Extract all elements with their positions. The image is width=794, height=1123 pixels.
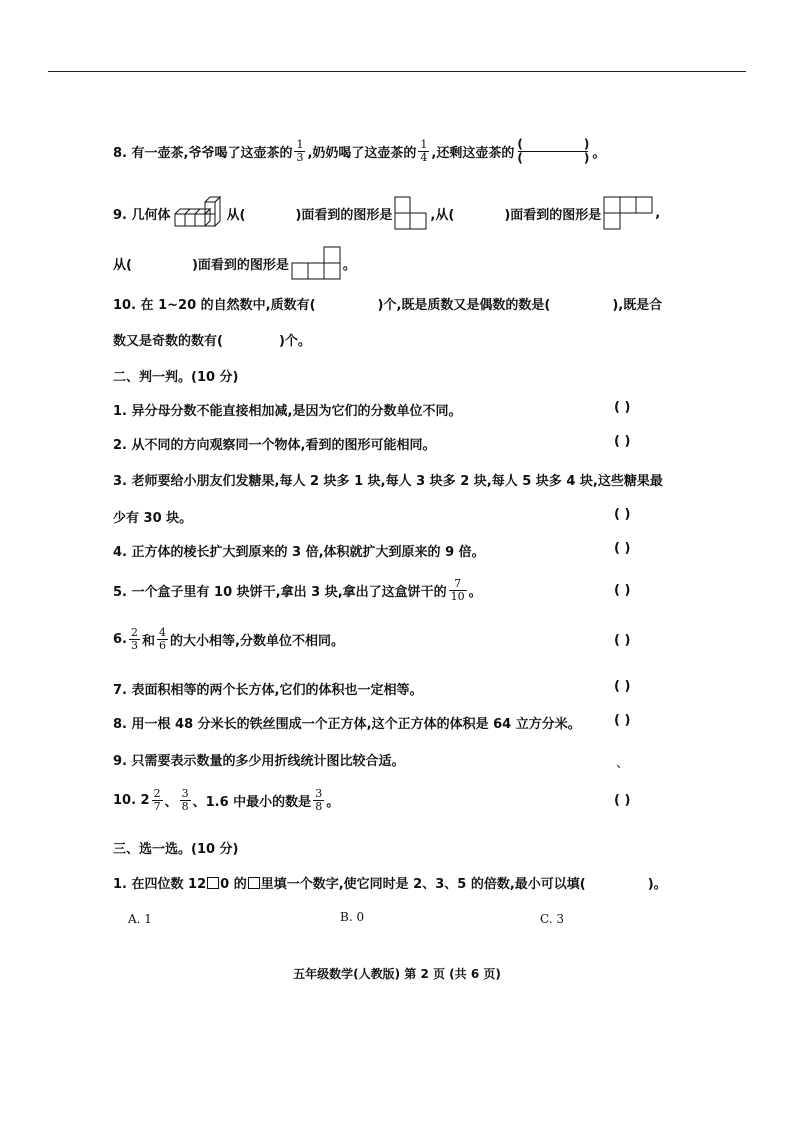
frac-num: 3 — [181, 787, 189, 800]
frac-den: 10 — [450, 590, 465, 603]
fraction-one-third — [294, 139, 305, 164]
judge-answer-1[interactable]: ( ) — [614, 400, 631, 415]
question-10 — [113, 294, 662, 313]
judge-answer-9[interactable]: 、 — [616, 756, 630, 771]
item-text: 的大小相等,分数单位不相同。 — [170, 634, 344, 649]
item-text: 7. 表面积相等的两个长方体,它们的体积也一定相等。 — [113, 683, 423, 698]
item-text: 5. 一个盒子里有 10 块饼干,拿出 3 块,拿出了这盒饼干的 — [113, 585, 447, 600]
judge-answer-5[interactable]: ( ) — [614, 583, 631, 598]
judge-item-9 — [113, 750, 405, 769]
item-text: 。 — [326, 795, 340, 810]
q8-prefix: 8. 有一壶茶,爷爷喝了这壶茶的 — [113, 146, 293, 161]
judge-item-2 — [113, 434, 435, 453]
header-rule — [48, 71, 746, 72]
judge-answer-2[interactable]: ( ) — [614, 434, 631, 449]
paren-open: ( — [517, 137, 523, 151]
frac-num: 3 — [315, 787, 323, 800]
q9-prefix: 9. 几何体 — [113, 207, 171, 223]
question-10-line-2 — [113, 330, 311, 349]
q9-from-2: ,从( — [430, 207, 455, 223]
judge-answer-10[interactable]: ( ) — [614, 793, 631, 808]
q9-from-1: 从( — [226, 207, 246, 223]
item-text: 2. 从不同的方向观察同一个物体,看到的图形可能相同。 — [113, 438, 436, 453]
judge-item-3 — [113, 470, 663, 489]
judge-item-3-line-2 — [113, 507, 192, 526]
frac-den: 6 — [159, 639, 166, 652]
judge-answer-4[interactable]: ( ) — [614, 541, 631, 556]
frac-den: 4 — [420, 151, 428, 164]
option-c[interactable]: C. 3 — [540, 912, 565, 926]
paren-close: ) — [583, 137, 590, 151]
frac-den: 7 — [153, 800, 161, 813]
frac-den: 3 — [296, 151, 304, 164]
fraction-four-sixths — [157, 627, 168, 652]
paren-open: ( — [517, 151, 523, 165]
judge-answer-3[interactable]: ( ) — [614, 507, 631, 522]
judge-answer-7[interactable]: ( ) — [614, 679, 631, 694]
item-text: )。 — [647, 877, 667, 892]
frac-den: 8 — [181, 800, 189, 813]
item-text: 1. 异分母分数不能直接相加减,是因为它们的分数单位不同。 — [113, 404, 462, 419]
item-text: 少有 30 块。 — [113, 511, 193, 526]
item-text: 10. 2 — [113, 793, 150, 808]
q8-mid: ,奶奶喝了这壶茶的 — [307, 146, 417, 161]
item-text: 0 的 — [220, 877, 247, 892]
judge-answer-6[interactable]: ( ) — [614, 633, 631, 648]
item-text: 、1.6 中最小的数是 — [192, 795, 312, 810]
cube-solid-figure — [173, 196, 225, 230]
judge-item-10 — [113, 788, 339, 813]
judge-item-8 — [113, 713, 581, 732]
fraction-three-eighths — [180, 788, 191, 813]
fraction-seven-tenths — [449, 578, 467, 603]
option-b[interactable]: B. 0 — [340, 910, 365, 924]
item-text: 3. 老师要给小朋友们发糖果,每人 2 块多 1 块,每人 3 块多 2 块,每人 5 块多 4 块,这些糖果最 — [113, 474, 663, 489]
digit-box-icon — [248, 877, 260, 889]
frac-num: 1 — [296, 138, 304, 151]
q10-line2-a: 数又是奇数的数有( — [113, 334, 223, 349]
q10-line1-c: ),既是合 — [612, 298, 663, 313]
question-8 — [113, 138, 605, 165]
q8-end: 。 — [592, 146, 606, 161]
item-text: 9. 只需要表示数量的多少用折线统计图比较合适。 — [113, 754, 405, 769]
frac-num: 4 — [159, 626, 166, 639]
frac-num: 1 — [420, 138, 428, 151]
fraction-one-fourth — [418, 139, 429, 164]
judge-item-5 — [113, 578, 482, 603]
q10-line2-b: )个。 — [278, 334, 311, 349]
item-text: 里填一个数字,使它同时是 2、3、5 的倍数,最小可以填( — [260, 877, 586, 892]
frac-num: 2 — [153, 787, 161, 800]
view-figure-2 — [603, 196, 653, 230]
frac-num: 7 — [454, 577, 462, 590]
fraction-two-sevenths — [152, 788, 163, 813]
frac-den: 3 — [130, 639, 138, 652]
judge-item-1 — [113, 400, 461, 419]
section-3-title: 三、选一选。(10 分) — [113, 842, 239, 857]
judge-item-7 — [113, 679, 422, 698]
q8-suffix: ,还剩这壶茶的 — [431, 146, 515, 161]
option-a[interactable]: A. 1 — [128, 912, 152, 926]
item-text: 4. 正方体的棱长扩大到原来的 3 倍,体积就扩大到原来的 9 倍。 — [113, 545, 485, 560]
q10-line1-a: 10. 在 1~20 的自然数中,质数有( — [113, 298, 316, 313]
page-footer: 五年级数学(人教版) 第 2 页 (共 6 页) — [293, 967, 501, 981]
q9-line2-from: 从( — [113, 257, 132, 273]
item-text: 、 — [164, 795, 178, 810]
item-text: 8. 用一根 48 分米长的铁丝围成一个正方体,这个正方体的体积是 64 立方分米。 — [113, 717, 581, 732]
judge-answer-8[interactable]: ( ) — [614, 713, 631, 728]
q9-seen-1: )面看到的图形是 — [295, 207, 393, 223]
choice-question-1 — [113, 873, 667, 892]
item-text: 和 — [141, 634, 155, 649]
q9-comma: , — [655, 205, 661, 221]
q9-line2-seen: )面看到的图形是 — [191, 257, 289, 273]
fraction-three-eighths-answer — [313, 788, 324, 813]
paren-close: ) — [583, 151, 590, 165]
judge-item-4 — [113, 541, 485, 560]
item-text-end: 。 — [468, 585, 482, 600]
frac-den: 8 — [315, 800, 323, 813]
frac-num: 2 — [130, 626, 138, 639]
item-text: 6. — [113, 632, 127, 647]
fraction-two-thirds — [129, 627, 140, 652]
view-figure-3 — [291, 246, 341, 280]
q10-line1-b: )个,既是质数又是偶数的数是( — [377, 298, 551, 313]
question-9-line-2 — [113, 246, 356, 280]
answer-fraction-blank[interactable] — [517, 138, 589, 165]
q9-seen-2: )面看到的图形是 — [504, 207, 602, 223]
item-text: 1. 在四位数 12 — [113, 877, 207, 892]
digit-box-icon — [207, 877, 219, 889]
question-9 — [113, 196, 660, 230]
q9-end: 。 — [342, 257, 356, 273]
section-2-title: 二、判一判。(10 分) — [113, 370, 239, 385]
judge-item-6 — [113, 627, 344, 652]
view-figure-1 — [394, 196, 428, 230]
